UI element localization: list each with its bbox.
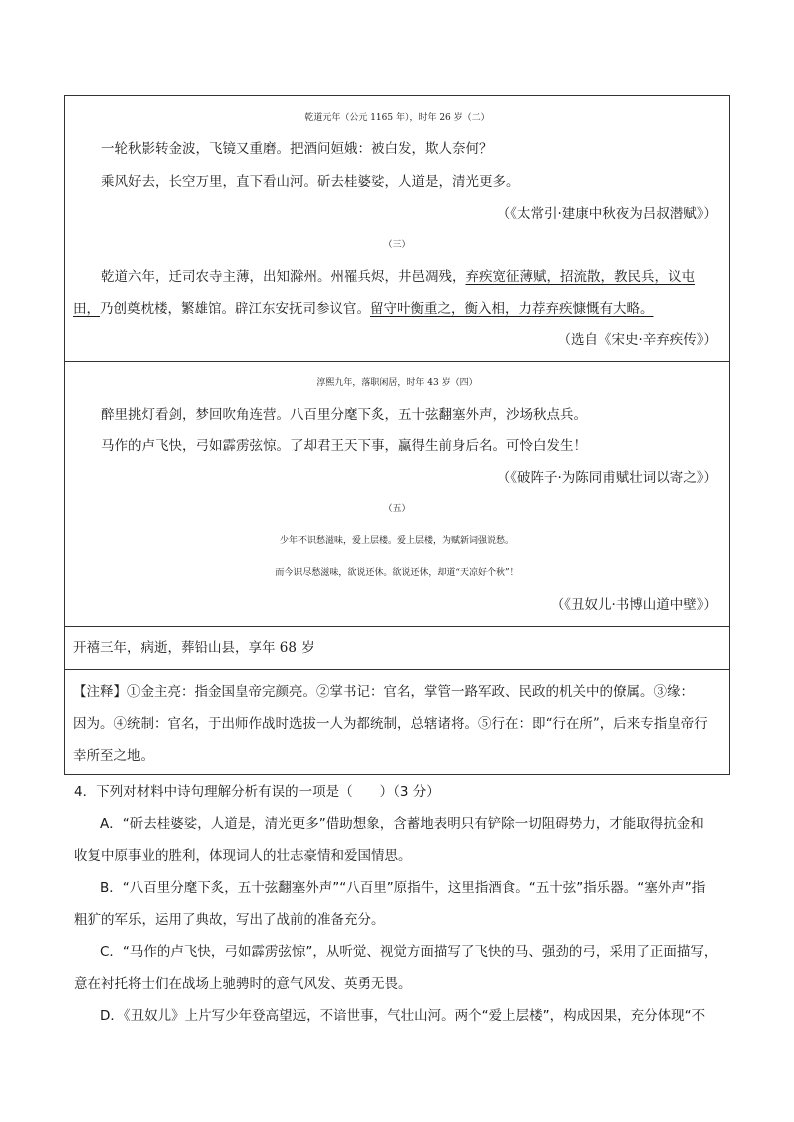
poem-line: 马作的卢飞快，弓如霹雳弦惊。了却君王天下事，赢得生前身后名。可怜白发生！ <box>101 438 587 454</box>
materials-table <box>64 95 730 775</box>
table-divider <box>65 626 729 627</box>
table-divider <box>65 669 729 670</box>
prose-line <box>73 301 654 317</box>
underlined-text: 留守叶衡重之，衡入相，力荐弃疾慷慨有大略。 <box>370 301 654 317</box>
option-b: B．“八百里分麾下炙，五十弦翻塞外声”“八百里”原指牛，这里指酒食。“五十弦”指乐器。“塞外声”指 <box>100 880 706 896</box>
poem-line: 醉里挑灯看剑，梦回吹角连营。八百里分麾下炙，五十弦翻塞外声，沙场秋点兵。 <box>101 407 587 423</box>
prose-line <box>101 269 695 285</box>
final-row-text: 开禧三年，病逝，葬铅山县，享年 68 岁 <box>73 640 315 656</box>
underlined-text: 田， <box>73 301 100 317</box>
option-a: A．“斫去桂婆娑，人道是，清光更多”借助想象，含蓄地表明只有铲除一切阻碍势力，才能取得抗金和 <box>100 816 704 832</box>
option-d: D．《丑奴儿》上片写少年登高望远，不谙世事，气壮山河。两个“爱上层楼”，构成因果，充分体现“不 <box>100 1008 706 1024</box>
section-four-header: 淳熙九年，落职闲居，时年 43 岁（四） <box>316 378 478 388</box>
notes-line: 因为。④统制：官名，于出师作战时选拔一人为都统制，总辖诸将。⑤行在：即“行在所”，后来专指皇帝行 <box>73 716 708 732</box>
underlined-text: 弃疾宽征薄赋，招流散，教民兵，议屯 <box>465 269 695 285</box>
section-two-header: 乾道元年（公元 1165 年），时年 26 岁（二） <box>304 113 490 123</box>
poem-line: 一轮秋影转金波，飞镜又重磨。把酒问姮娥：被白发，欺人奈何？ <box>101 141 493 157</box>
poem-source: （《丑奴儿·书博山道中壁》） <box>550 597 717 613</box>
prose-source: （选自《宋史·辛弃疾传》） <box>557 332 717 348</box>
option-b-cont: 粗犷的军乐，运用了典故，写出了战前的准备充分。 <box>74 912 385 928</box>
prose-text: 乃创奠枕楼，繁雄馆。辟江东安抚司参议官。 <box>100 301 370 317</box>
poem-line: 少年不识愁滋味，爱上层楼。爱上层楼，为赋新词强说愁。 <box>279 536 514 546</box>
prose-text: 乾道六年，迁司农寺主薄，出知滁州。州罹兵烬，井邑凋残， <box>101 269 466 285</box>
poem-source: （《破阵子·为陈同甫赋壮词以寄之》） <box>496 470 717 486</box>
poem-source: （《太常引·建康中秋夜为吕叔潜赋》） <box>496 206 717 222</box>
poem-line: 而今识尽愁滋味，欲说还休。欲说还休，却道“天凉好个秋”！ <box>275 568 519 578</box>
option-a-cont: 收复中原事业的胜利，体现词人的壮志豪情和爱国情思。 <box>74 848 412 864</box>
section-three-header: （三） <box>383 240 411 250</box>
section-five-header: （五） <box>383 504 411 514</box>
table-divider <box>65 361 729 362</box>
notes-line: 幸所至之地。 <box>73 748 154 764</box>
notes-line: 【注释】①金主亮：指金国皇帝完颜亮。②掌书记：官名，掌管一路军政、民政的机关中的僚属。③缘： <box>73 684 694 700</box>
option-c-cont: 意在衬托将士们在战场上驰骋时的意气风发、英勇无畏。 <box>74 976 412 992</box>
poem-line: 乘风好去，长空万里，直下看山河。斫去桂婆娑，人道是，清光更多。 <box>101 174 520 190</box>
option-c: C．“马作的卢飞快，弓如霹雳弦惊”，从听觉、视觉方面描写了飞快的马、强劲的弓，采用了正面描写， <box>100 944 718 960</box>
question-stem: 4．下列对材料中诗句理解分析有误的一项是（ ）（3 分） <box>74 784 440 800</box>
